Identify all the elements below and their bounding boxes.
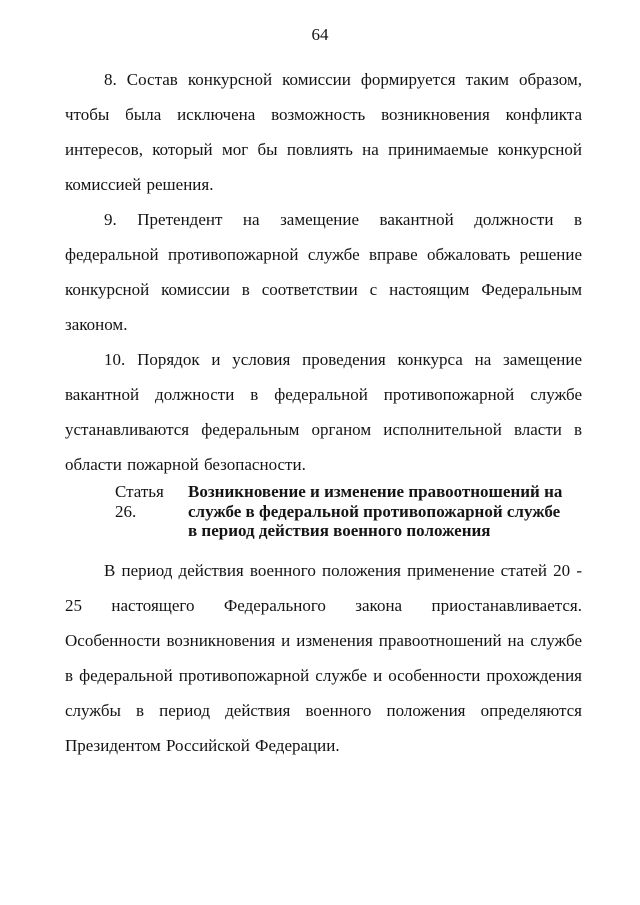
paragraph-point-8: 8. Состав конкурсной комиссии формируется таким образом, чтобы была исключена возможность возникновения конфликта интересов, который мог бы повлиять на принимаемые конкурсной комиссией решения. — [65, 70, 582, 194]
page-number: 64 — [311, 25, 329, 44]
paragraph-article-26-body: В период действия военного положения применение статей 20 - 25 настоящего Федерального закона приостанавливается. Особенности возникновения и изменения правоотношений на службе в федеральной противопожарной службе и особенности прохождения службы в период действия военного положения определяются Президентом Российской Федерации. — [65, 560, 582, 755]
paragraph-point-10: 10. Порядок и условия проведения конкурса на замещение вакантной должности в федеральной противопожарной службе устанавливаются федеральным органом исполнительной власти в области пожарной безопасности. — [65, 350, 582, 474]
paragraph-point-9: 9. Претендент на замещение вакантной должности в федеральной противопожарной службе вправе обжаловать решение конкурсной комиссии в соответствии с настоящим Федеральным законом. — [65, 210, 582, 334]
article-title-line: Возникновение и изменение правоотношений на — [188, 482, 563, 501]
article-title-line: в период действия военного положения — [188, 521, 491, 540]
article-number-label: Статья 26. — [115, 482, 164, 521]
article-26-heading — [115, 482, 582, 541]
article-title-line: службе в федеральной противопожарной службе — [188, 501, 561, 521]
article-title — [188, 482, 562, 541]
